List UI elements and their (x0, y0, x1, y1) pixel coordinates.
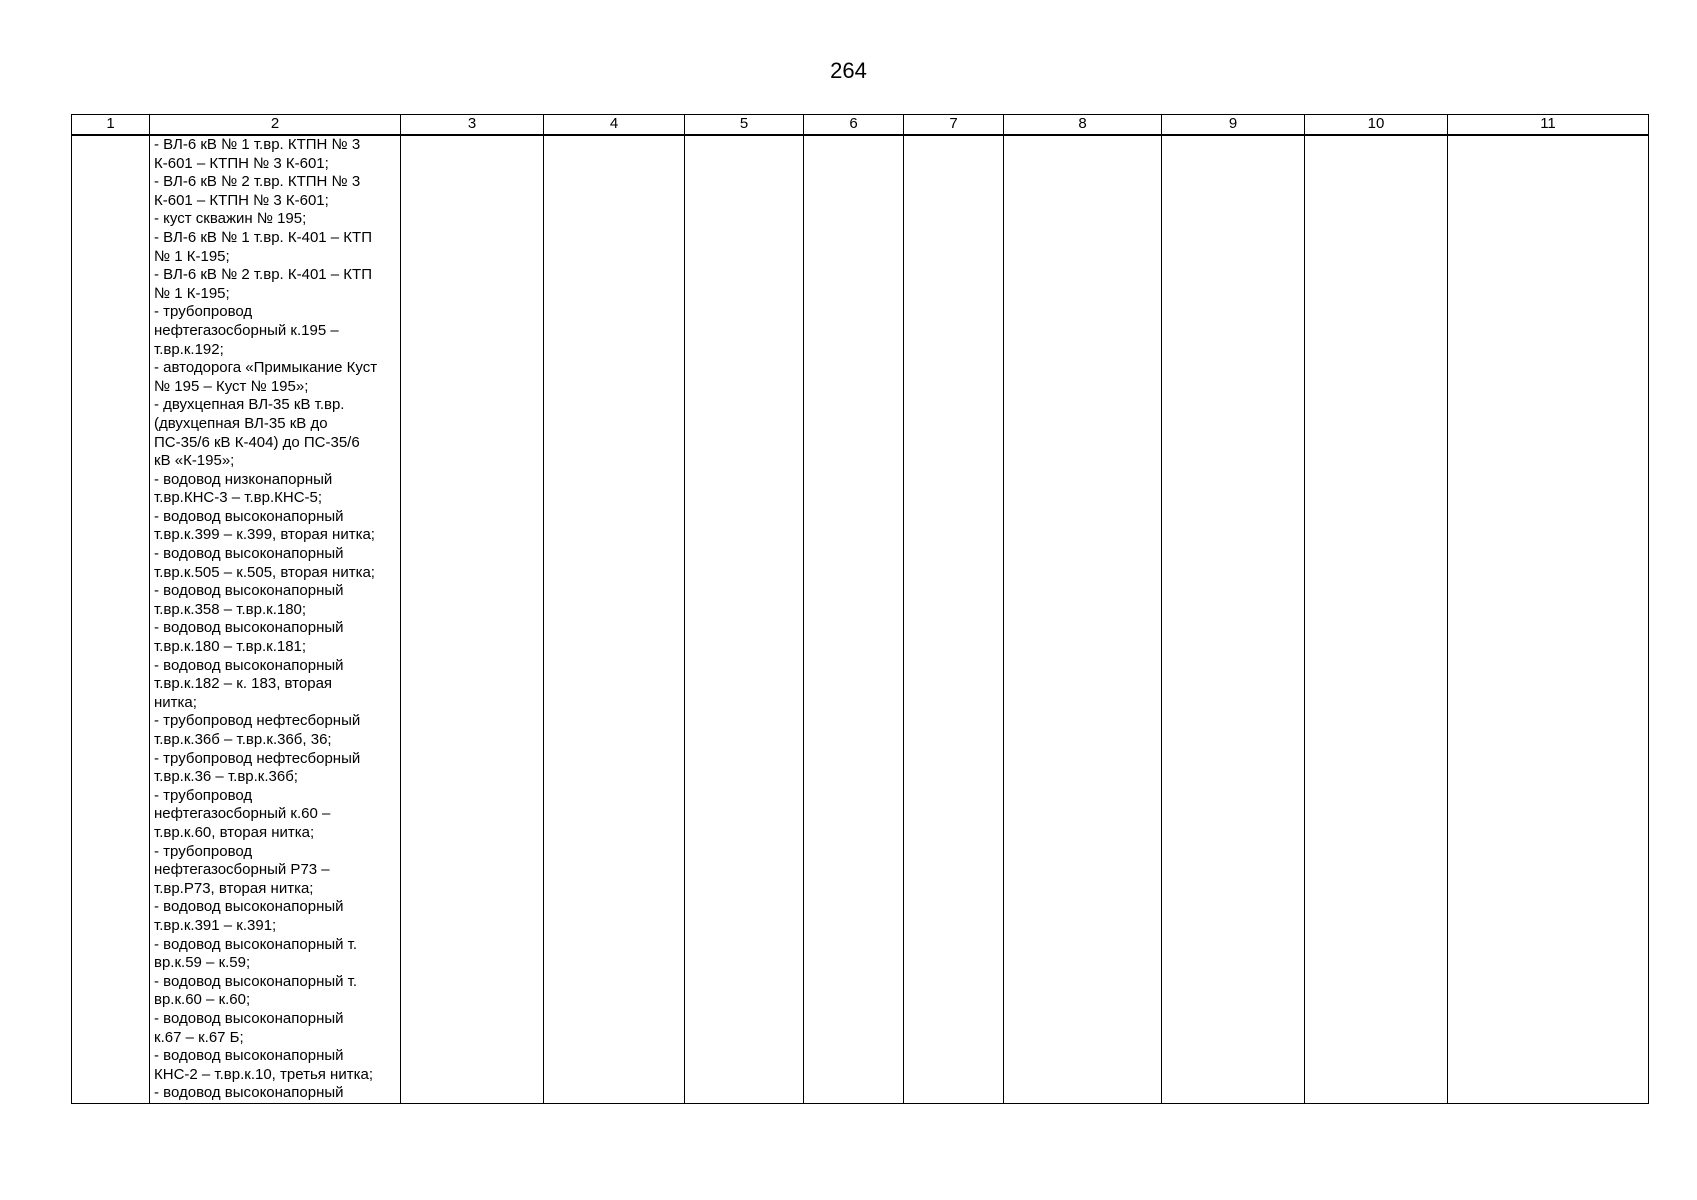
object-list-line: - водовод высоконапорный (154, 545, 344, 563)
object-list-line: нефтегазосборный к.60 – (154, 805, 331, 823)
table-cell-col9 (1162, 135, 1305, 1103)
table-cell-col6 (804, 135, 904, 1103)
table-cell-col4 (544, 135, 685, 1103)
object-list-line: - водовод высоконапорный (154, 1084, 344, 1102)
object-list-line: К-601 – КТПН № 3 К-601; (154, 154, 329, 172)
object-list-line: № 1 К-195; (154, 284, 230, 302)
object-list-line: нефтегазосборный Р73 – (154, 861, 330, 879)
object-list-line: - водовод высоконапорный (154, 1009, 344, 1027)
object-list-line: т.вр.к.36 – т.вр.к.36б; (154, 768, 298, 786)
table-cell-col2 (150, 135, 401, 1103)
object-list-line: № 195 – Куст № 195»; (154, 377, 309, 395)
column-header-1: 1 (72, 115, 150, 136)
object-list-line: т.вр.к.391 – к.391; (154, 916, 277, 934)
object-list-line: ПС-35/6 кВ К-404) до ПС-35/6 (154, 433, 360, 451)
object-list-line: - водовод высоконапорный (154, 656, 344, 674)
object-list-line: - водовод высоконапорный т. (154, 972, 358, 990)
table-cell-col11 (1448, 135, 1649, 1103)
object-list-line: т.вр.к.192; (154, 340, 224, 358)
object-list-line: - водовод низконапорный (154, 470, 333, 488)
table-cell-col8 (1004, 135, 1162, 1103)
object-list-line: - трубопровод нефтесборный (154, 712, 361, 730)
object-list-line: - трубопровод (154, 786, 253, 804)
object-list-line: - трубопровод (154, 303, 253, 321)
object-list-line: - ВЛ-6 кВ № 2 т.вр. К-401 – КТП (154, 266, 372, 284)
column-header-11: 11 (1448, 115, 1649, 136)
object-list-line: т.вр.к.36б – т.вр.к.36б, 36; (154, 731, 332, 748)
object-list-line: нефтегазосборный к.195 – (154, 321, 339, 339)
object-list-line: т.вр.к.182 – к. 183, вторая (154, 675, 333, 693)
object-list-line: - водовод высоконапорный (154, 507, 344, 525)
data-table (71, 114, 1649, 1104)
object-list-line: - ВЛ-6 кВ № 2 т.вр. КТПН № 3 (154, 173, 361, 191)
table-row (72, 135, 1649, 1103)
object-list-line: вр.к.59 – к.59; (154, 954, 251, 972)
column-header-3: 3 (401, 115, 544, 136)
object-list-line: вр.к.60 – к.60; (154, 991, 251, 1009)
object-list-line: т.вр.к.180 – т.вр.к.181; (154, 638, 307, 656)
object-list-line: - ВЛ-6 кВ № 1 т.вр. К-401 – КТП (154, 228, 372, 246)
object-list-line: - водовод высоконапорный (154, 1047, 344, 1065)
page-number: 264 (830, 58, 867, 83)
object-list-line: т.вр.к.505 – к.505, вторая нитка; (154, 563, 375, 581)
object-list-line: - трубопровод нефтесборный (154, 749, 361, 767)
table-header-row (72, 115, 1649, 136)
object-list-line: - двухцепная ВЛ-35 кВ т.вр. (154, 396, 345, 414)
column-header-5: 5 (685, 115, 804, 136)
object-list-line: К-601 – КТПН № 3 К-601; (154, 191, 329, 209)
object-list-line: к.67 – к.67 Б; (154, 1028, 244, 1046)
object-list-line: нитка; (154, 693, 197, 711)
object-list-line: - водовод высоконапорный т. (154, 935, 358, 953)
table-cell-col5 (685, 135, 804, 1103)
table-cell-col3 (401, 135, 544, 1103)
column-header-6: 6 (804, 115, 904, 136)
object-list-line: КНС-2 – т.вр.к.10, третья нитка; (154, 1065, 373, 1083)
table-cell-col10 (1305, 135, 1448, 1103)
object-list-line: - автодорога «Примыкание Куст (154, 359, 378, 377)
object-list-line: т.вр.КНС-3 – т.вр.КНС-5; (154, 489, 323, 507)
table-cell-col7 (904, 135, 1004, 1103)
object-list-line: - водовод высоконапорный (154, 898, 344, 916)
column-header-8: 8 (1004, 115, 1162, 136)
object-list-line: т.вр.к.358 – т.вр.к.180; (154, 600, 307, 618)
object-list-line: - трубопровод (154, 842, 253, 860)
object-list-line: (двухцепная ВЛ-35 кВ до (154, 414, 328, 432)
object-list (150, 136, 400, 1103)
column-header-7: 7 (904, 115, 1004, 136)
object-list-line: кВ «К-195»; (154, 452, 235, 470)
object-list-line: - водовод высоконапорный (154, 582, 344, 600)
object-list-line: т.вр.к.399 – к.399, вторая нитка; (154, 526, 375, 544)
object-list-line: т.вр.Р73, вторая нитка; (154, 879, 314, 897)
object-list-line: - водовод высоконапорный (154, 619, 344, 637)
object-list-line: № 1 К-195; (154, 247, 230, 265)
column-header-9: 9 (1162, 115, 1305, 136)
object-list-line: - ВЛ-6 кВ № 1 т.вр. КТПН № 3 (154, 136, 361, 153)
table-cell-col1 (72, 135, 150, 1103)
object-list-line: - куст скважин № 195; (154, 210, 307, 228)
column-header-10: 10 (1305, 115, 1448, 136)
column-header-4: 4 (544, 115, 685, 136)
column-header-2: 2 (150, 115, 401, 136)
object-list-line: т.вр.к.60, вторая нитка; (154, 823, 315, 841)
